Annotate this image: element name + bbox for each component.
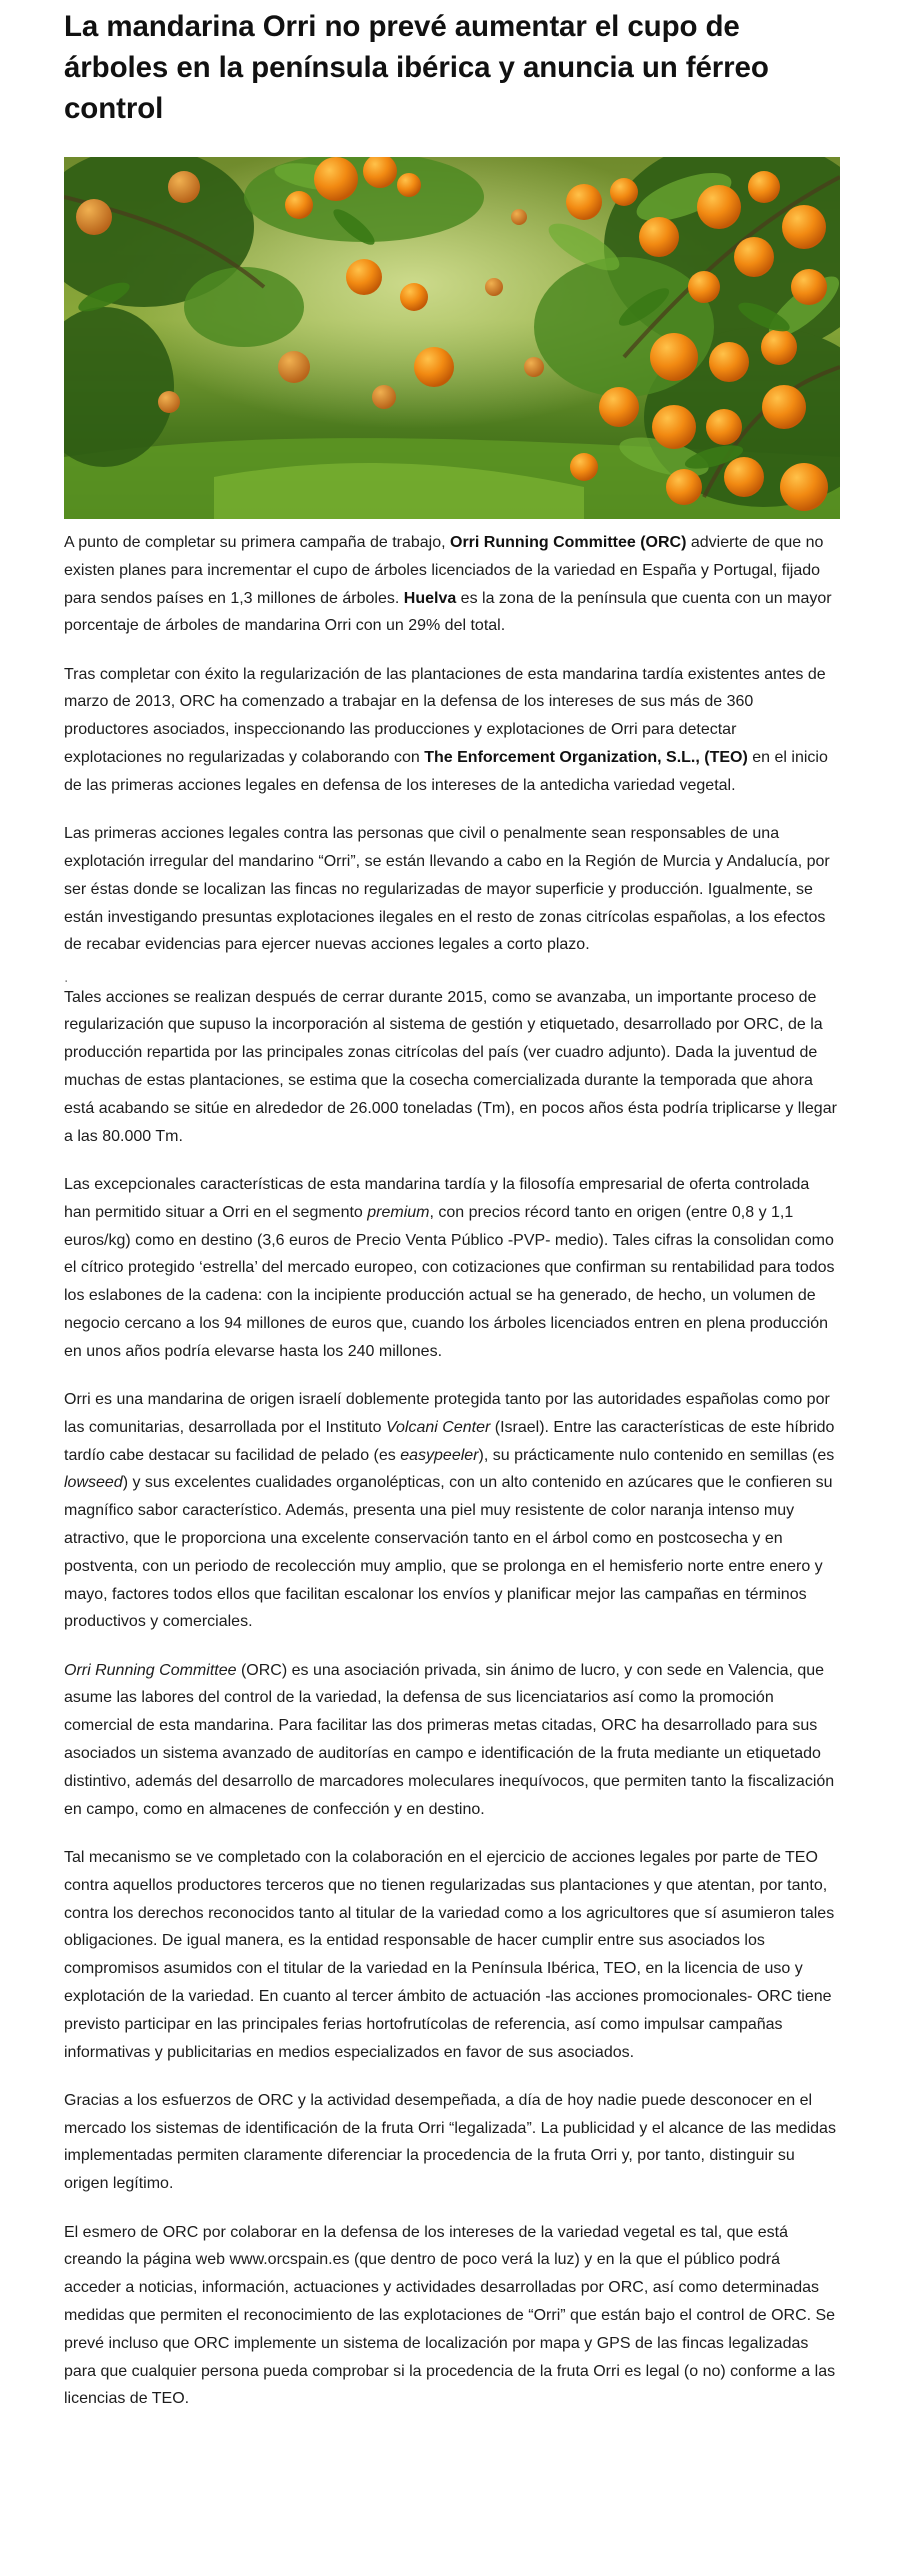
paragraph-4: Tales acciones se realizan después de cerrar durante 2015, como se avanzaba, un importante proceso de regularización que supuso la incorporación al sistema de gestión y etiquetado, desarrollado por ORC, de la producción repartida por las principales zonas citrícolas del país (ver cuadro adjunto). Dada la juventud de muchas de estas plantaciones, se estima que la cosecha comercializada durante la temporada que ahora está acabando se sitúe en alrededor de 26.000 toneladas (Tm), en pocos años ésta podría triplicarse y llegar a las 80.000 Tm. (64, 988, 837, 1145)
org-name-teo: The Enforcement Organization, S.L., (TEO) (424, 749, 748, 767)
paragraph-10: El esmero de ORC por colaborar en la defensa de los intereses de la variedad vegetal es tal, que está creando la página web www.orcspain.es (que dentro de poco verá la luz) y en la que el público podrá acceder a noticias, información, actuaciones y actividades desarrolladas por ORC, así como determinadas medidas que permiten el reconocimiento de las explotaciones de “Orri” que están bajo el control de ORC. Se prevé incluso que ORC implemente un sistema de localización por mapa y GPS de las fincas legalizadas para que cualquier persona pueda comprobar si la procedencia de la fruta Orri es legal (o no) conforme a las licencias de TEO. (64, 2223, 836, 2408)
paragraph-5: Las excepcionales características de esta mandarina tardía y la filosofía empresarial de oferta controlada han permitido situar a Orri en el segmento premium, con precios récord tanto en origen (entre 0,8 y 1,1 euros/kg) como en destino (3,6 euros de Precio Venta Público -PVP- medio). Tales cifras la consolidan como el cítrico protegido ‘estrella’ del mercado europeo, con cotizaciones que confirman su rentabilidad para todos los eslabones de la cadena: con la incipiente producción actual se ha generado, de hecho, un volumen de negocio cercano a los 94 millones de euros que, cuando los árboles licenciados entren en plena producción en unos años podría elevarse hasta los 240 millones. (64, 1175, 835, 1360)
article-hero-image (64, 157, 840, 519)
paragraph-8: Tal mecanismo se ve completado con la colaboración en el ejercicio de acciones legales por parte de TEO contra aquellos productores terceros que no tienen regularizadas sus plantaciones y que atentan, por tanto, contra los derechos reconocidos tanto al titular de la variedad como a los agricultores que sí asumieron tales obligaciones. De igual manera, es la entidad responsable de hacer cumplir entre sus asociados los compromisos asumidos con el titular de la variedad en la Península Ibérica, TEO, en la licencia de uso y explotación de la variedad. En cuanto al tercer ámbito de actuación -las acciones promocionales- ORC tiene previsto participar en las principales ferias hortofrutícolas de referencia, así como impulsar campañas informativas y publicitarias en medios especializados en favor de sus asociados. (64, 1848, 835, 2061)
paragraph-7: Orri Running Committee (ORC) es una asociación privada, sin ánimo de lucro, y con sede en Valencia, que asume las labores del control de la variedad, la defensa de sus licenciatarios así como la promoción comercial de esta mandarina. Para facilitar las dos primeras metas citadas, ORC ha desarrollado para sus asociados un sistema avanzado de auditorías en campo e identificación de la fruta mediante un etiquetado distintivo, además del desarrollo de marcadores moleculares inequívocos, que permiten tanto la fiscalización en campo, como en almacenes de confección y en destino. (64, 1661, 835, 1818)
article-title: La mandarina Orri no prevé aumentar el cupo de árboles en la península ibérica y anuncia un férreo control (64, 10, 769, 125)
paragraph-3: Las primeras acciones legales contra las personas que civil o penalmente sean responsables de una explotación irregular del mandarino “Orri”, se están llevando a cabo en la Región de Murcia y Andalucía, por ser éstas donde se localizan las fincas no regularizadas de mayor superficie y producción. Igualmente, se están investigando presuntas explotaciones ilegales en el resto de zonas citrícolas españolas, a los efectos de recabar evidencias para ejercer nuevas acciones legales a corto plazo. (64, 825, 830, 954)
paragraph-2: Tras completar con éxito la regularización de las plantaciones de esta mandarina tardía existentes antes de marzo de 2013, ORC ha comenzado a trabajar en la defensa de los intereses de sus más de 360 productores asociados, inspeccionando las producciones y explotaciones de Orri para detectar explotaciones no regularizadas y colaborando con The Enforcement Organization, S.L., (TEO) en el inicio de las primeras acciones legales en defensa de los intereses de la antedicha variedad vegetal. (64, 665, 828, 794)
huelva-highlight: Huelva (403, 589, 457, 607)
paragraph-6: Orri es una mandarina de origen israelí doblemente protegida tanto por las autoridades españolas como por las comunitarias, desarrollada por el Instituto Volcani Center (Israel). Entre las características de este híbrido tardío cabe destacar su facilidad de pelado (es easypeeler), su prácticamente nulo contenido en semillas (es lowseed) y sus excelentes cualidades organolépticas, con un alto contenido en azúcares que le confieren su magnífico sabor característico. Además, presenta una piel muy resistente de color naranja intenso muy atractivo, que le proporciona una excelente conservación tanto en el árbol como en postcosecha y en postventa, con un periodo de recolección muy amplio, que se prolonga en el hemisferio norte entre enero y mayo, factores todos ellos que facilitan escalonar los envíos y planificar mejor las campañas en términos productivos y comerciales. (64, 1391, 835, 1631)
separator-dot: . (64, 968, 69, 986)
paragraph-1: A punto de completar su primera campaña de trabajo, Orri Running Committee (ORC) advierte de que no existen planes para incrementar el cupo de árboles licenciados de la variedad en España y Portugal, fijado para sendos países en 1,3 millones de árboles. Huelva es la zona de la península que cuenta con un mayor porcentaje de árboles de mandarina Orri con un 29% del total. (64, 534, 832, 635)
org-name-orc: Orri Running Committee (ORC) (450, 534, 687, 551)
paragraph-9: Gracias a los esfuerzos de ORC y la actividad desempeñada, a día de hoy nadie puede desconocer en el mercado los sistemas de identificación de la fruta Orri “legalizada”. La publicidad y el alcance de las medidas implementadas permiten claramente diferenciar la procedencia de la fruta Orri y, por tanto, distinguir su origen legítimo. (64, 2091, 836, 2193)
mandarin-tree-photo (64, 157, 840, 519)
